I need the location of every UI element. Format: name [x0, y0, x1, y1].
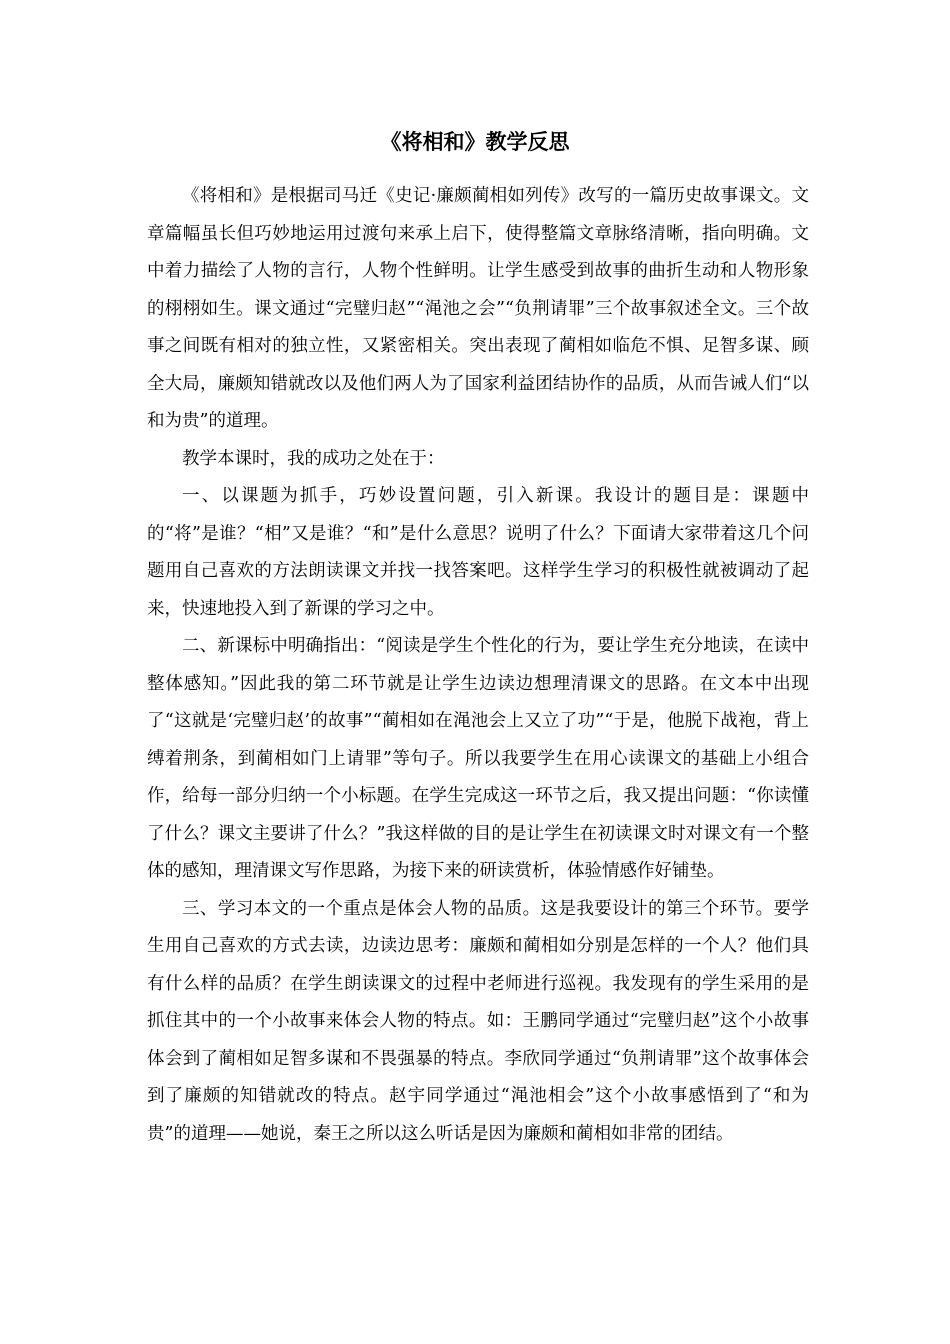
paragraph-intro: 《将相和》是根据司马迁《史记·廉颇蔺相如列传》改写的一篇历史故事课文。文章篇幅虽长但巧妙地运用过渡句来承上启下，使得整篇文章脉络清晰，指向明确。文中着力描绘了人物的言行，人物个性鲜明。让学生感受到故事的曲折生动和人物形象的栩栩如生。课文通过“完璧归赵”“渑池之会”“负荆请罪”三个故事叙述全文。三个故事之间既有相对的独立性，又紧密相关。突出表现了蔺相如临危不惧、足智多谋、顾全大局，廉颇知错就改以及他们两人为了国家利益团结协作的品质，从而告诫人们“以和为贵”的道理。	[147, 186, 809, 431]
paragraph-point-one: 一、以课题为抓手，巧妙设置问题，引入新课。我设计的题目是：课题中的“将”是谁？“相”又是谁？“和”是什么意思？说明了什么？下面请大家带着这几个问题用自己喜欢的方法朗读课文并找一找答案吧。这样学生学习的积极性就被调动了起来，快速地投入到了新课的学习之中。	[147, 486, 809, 619]
paragraph-point-three: 三、学习本文的一个重点是体会人物的品质。这是我要设计的第三个环节。要学生用自己喜欢的方式去读，边读边思考：廉颇和蔺相如分别是怎样的一个人？他们具有什么样的品质？在学生朗读课文的过程中老师进行巡视。我发现有的学生采用的是抓住其中的一个小故事来体会人物的特点。如：王鹏同学通过“完璧归赵”这个小故事体会到了蔺相如足智多谋和不畏强暴的特点。李欣同学通过“负荆请罪”这个故事体会到了廉颇的知错就改的特点。赵宇同学通过“渑池相会”这个小故事感悟到了“和为贵”的道理——她说，秦王之所以这么听话是因为廉颇和蔺相如非常的团结。	[147, 898, 809, 1144]
paragraph-point-two: 二、新课标中明确指出：“阅读是学生个性化的行为，要让学生充分地读，在读中整体感知。”因此我的第二环节就是让学生边读边想理清课文的思路。在文本中出现了“这就是‘完璧归赵’的故事”“蔺相如在渑池会上又立了功”“于是，他脱下战袍，背上缚着荆条，到蔺相如门上请罪”等句子。所以我要学生在用心读课文的基础上小组合作，给每一部分归纳一个小标题。在学生完成这一环节之后，我又提出问题：“你读懂了什么？课文主要讲了什么？”我这样做的目的是让学生在初读课文时对课文有一个整体的感知，理清课文写作思路，为接下来的研读赏析，体验情感作好铺垫。	[147, 636, 809, 881]
document-title: 《将相和》教学反思	[380, 129, 570, 154]
document-body	[147, 178, 809, 1153]
paragraph-success-lead: 教学本课时，我的成功之处在于：	[182, 448, 445, 469]
